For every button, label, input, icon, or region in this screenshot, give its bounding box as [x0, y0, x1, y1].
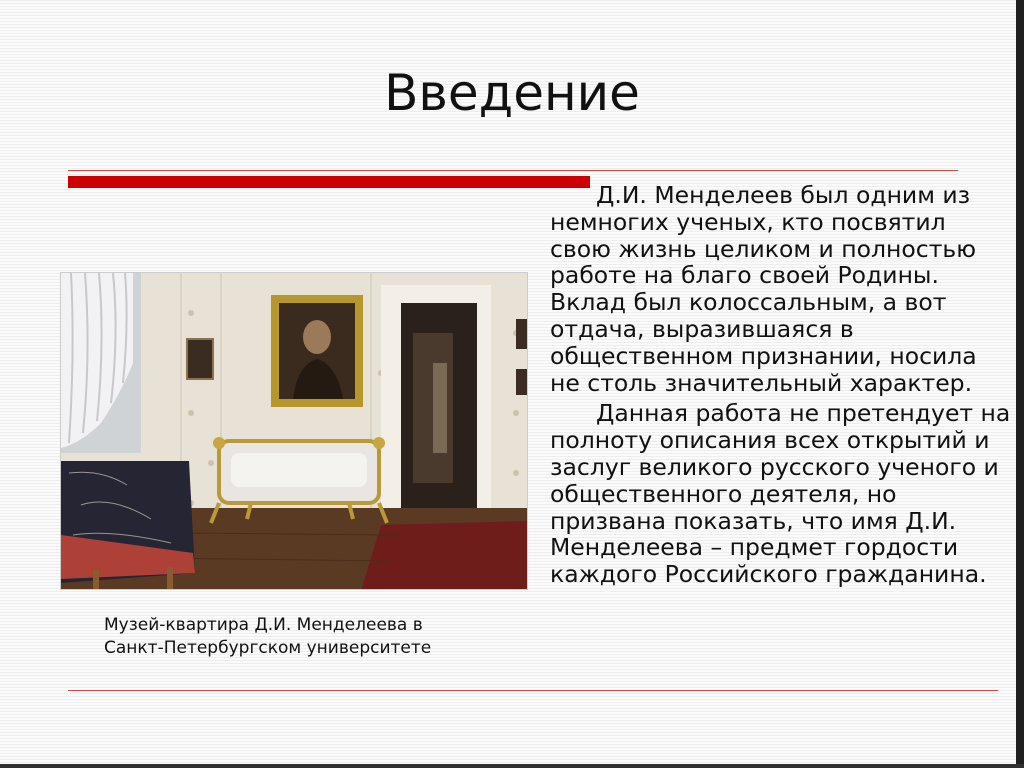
slide-bottom-border	[0, 764, 1024, 768]
slide-title: Введение	[384, 64, 640, 122]
bottom-thin-rule	[68, 690, 998, 691]
top-thin-rule	[68, 170, 958, 171]
intro-paragraph-1: Д.И. Менделеев был одним из немногих ученых, кто посвятил свою жизнь целиком и полностью работе на благо своей Родины. Вклад был колоссальным, а вот отдача, выразившаяся в общественном признании, носила не столь значительный характер.	[550, 181, 977, 397]
caption-line-2: Санкт-Петербургском университете	[104, 638, 432, 658]
intro-paragraph-2: Данная работа не претендует на полноту описания всех открытий и заслуг великого русского ученого и общественного деятеля, но призвана показать, что имя Д.И. Менделеева – предмет гордости каждого Российского гражданина.	[550, 399, 1011, 589]
photo-caption	[104, 614, 524, 660]
caption-line-1: Музей-квартира Д.И. Менделеева в	[104, 615, 423, 635]
intro-text	[550, 182, 1012, 592]
museum-interior-image	[61, 273, 528, 590]
museum-apartment-photo	[60, 272, 528, 590]
accent-red-bar	[68, 176, 590, 188]
